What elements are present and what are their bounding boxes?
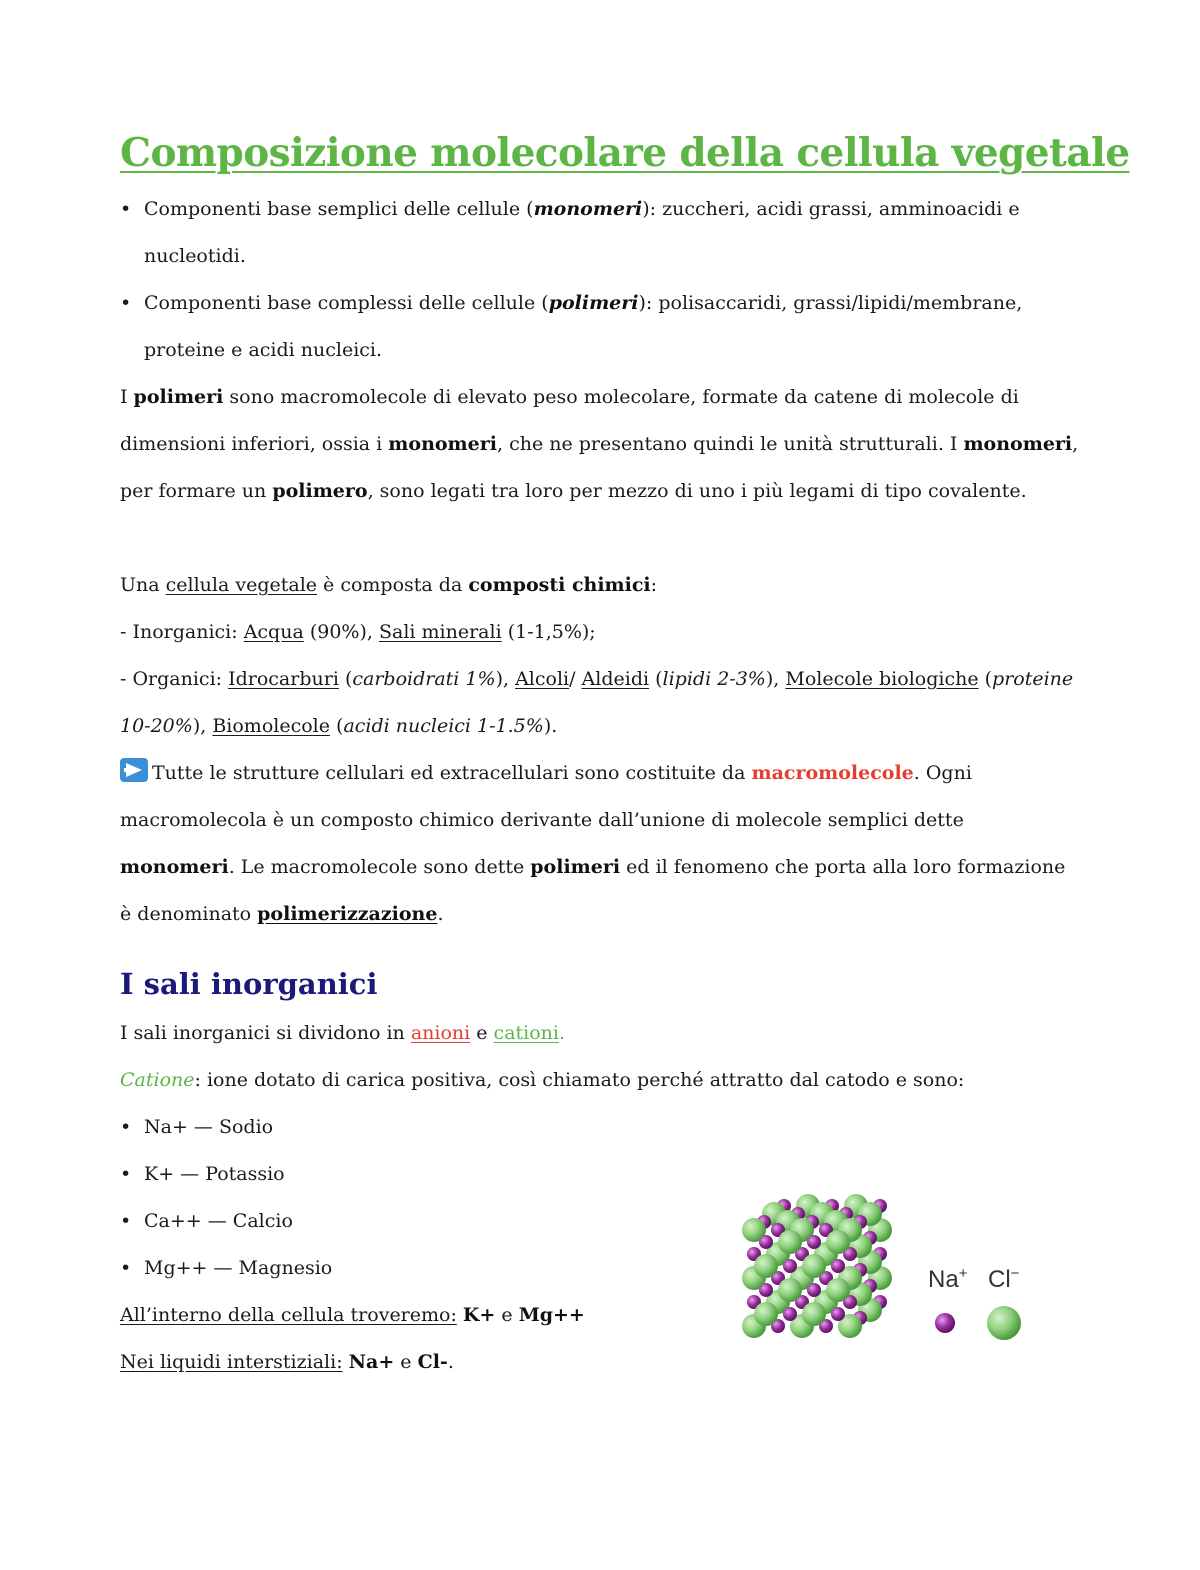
sodium-ion: [783, 1307, 797, 1321]
text: Una: [120, 574, 166, 596]
text: I: [120, 386, 134, 408]
list-item: • Ca++ — Calcio: [120, 1198, 1080, 1245]
sodium-ion: [807, 1235, 821, 1249]
text: Componenti base semplici delle cellule (: [144, 198, 534, 220]
bold-term: monomeri: [388, 433, 497, 455]
paragraph-line: [120, 421, 1080, 468]
text: e: [394, 1351, 418, 1373]
paragraph-line: [120, 891, 1080, 938]
sodium-label: Na+: [928, 1265, 968, 1293]
bold-term: monomeri: [120, 856, 229, 878]
list-item: • Na+ — Sodio: [120, 1104, 1080, 1151]
chloride-ion: [778, 1278, 802, 1302]
bold-term: polimero: [272, 480, 368, 502]
text: (: [329, 715, 344, 737]
text: . Ogni: [913, 762, 972, 784]
chloride-ion: [778, 1230, 802, 1254]
italic-text: lipidi 2-3%: [662, 668, 766, 690]
paragraph-line: [120, 703, 1080, 750]
term-cationi: cationi: [493, 1022, 559, 1044]
text: sono macromolecole di elevato peso molecolare, formate da catene di molecole di: [223, 386, 1019, 408]
text: è denominato: [120, 903, 258, 925]
bold-term: polimeri: [133, 386, 224, 408]
paragraph-line: [120, 1057, 1080, 1104]
text: ),: [765, 668, 786, 690]
paragraph-line: macromolecola è un composto chimico derivante dall’unione di molecole semplici dette: [120, 809, 964, 831]
text: .: [447, 1351, 454, 1373]
text: : ione dotato di carica positiva, così chiamato perché attratto dal catodo e sono:: [194, 1069, 965, 1091]
paragraph-line: [120, 609, 1080, 656]
chloride-ion: [826, 1278, 850, 1302]
list-item: [120, 186, 1080, 233]
chloride-label: Cl−: [988, 1265, 1020, 1293]
term-anioni: anioni: [410, 1022, 471, 1044]
nacl-crystal-figure: [742, 1182, 1038, 1362]
text: ,: [1072, 433, 1079, 455]
text: e: [495, 1304, 519, 1326]
term-polimeri: polimeri: [548, 292, 639, 314]
italic-text: acidi nucleici 1-1.5%: [343, 715, 544, 737]
highlight-term: macromolecole: [751, 762, 914, 784]
text: (90%),: [303, 621, 379, 643]
text: ): zuccheri, acidi grassi, amminoacidi e: [642, 198, 1020, 220]
paragraph-line: [120, 656, 1080, 703]
text: ed il fenomeno che porta alla loro formazione: [620, 856, 1066, 878]
list-item-continuation: proteine e acidi nucleici.: [144, 339, 383, 361]
bold-term: Cl-: [417, 1351, 448, 1373]
paragraph-line: [120, 1010, 1080, 1057]
underlined-term: Sali minerali: [378, 621, 502, 643]
bold-term: composti chimici: [468, 574, 651, 596]
text: I sali inorganici si dividono in: [120, 1022, 411, 1044]
chloride-ion: [802, 1302, 826, 1326]
bold-term: Mg++: [518, 1304, 585, 1326]
term-monomeri: monomeri: [533, 198, 643, 220]
text: ): polisaccaridi, grassi/lipidi/membrane,: [638, 292, 1023, 314]
list-item: [120, 280, 1080, 327]
text: :: [650, 574, 658, 596]
italic-text: carboidrati 1%: [352, 668, 496, 690]
underlined-term: Alcoli: [515, 668, 570, 690]
sodium-ion: [759, 1235, 773, 1249]
paragraph-line: [120, 750, 1080, 797]
text: ),: [192, 715, 213, 737]
text: e: [470, 1022, 494, 1044]
paragraph-line: [120, 374, 1080, 421]
chloride-ion: [754, 1254, 778, 1278]
sodium-ion: [783, 1259, 797, 1273]
list-item: • Mg++ — Magnesio: [120, 1245, 1080, 1292]
text: è composta da: [317, 574, 469, 596]
section-heading: I sali inorganici: [120, 967, 378, 1001]
text: Tutte le strutture cellulari ed extracellulari sono costituite da: [152, 762, 752, 784]
list-item: • K+ — Potassio: [120, 1151, 1080, 1198]
text: , sono legati tra loro per mezzo di uno i più legami di tipo covalente.: [367, 480, 1027, 502]
bold-term: monomeri: [963, 433, 1073, 455]
text: /: [569, 668, 582, 690]
underlined-term: Acqua: [243, 621, 304, 643]
page-title: Composizione molecolare della cellula vegetale: [120, 130, 1130, 176]
paragraph-line: [120, 562, 1080, 609]
term-catione: Catione: [120, 1069, 195, 1091]
text: dimensioni inferiori, ossia i: [120, 433, 389, 455]
sodium-ion: [831, 1259, 845, 1273]
list-item-continuation: nucleotidi.: [144, 245, 246, 267]
text: Componenti base complessi delle cellule (: [144, 292, 549, 314]
underlined-term: Molecole biologiche: [785, 668, 979, 690]
text: (: [649, 668, 663, 690]
text: , che ne presentano quindi le unità strutturali. I: [496, 433, 964, 455]
underlined-term: cellula vegetale: [165, 574, 318, 596]
bold-term: K+: [462, 1304, 496, 1326]
chloride-ion: [754, 1302, 778, 1326]
underlined-text: All’interno della cellula troveremo:: [120, 1304, 457, 1326]
text: (: [338, 668, 353, 690]
bold-underlined-term: polimerizzazione: [257, 903, 438, 925]
underlined-term: Idrocarburi: [228, 668, 339, 690]
text: ),: [495, 668, 516, 690]
chloride-ion: [826, 1230, 850, 1254]
right-arrow-icon: [120, 758, 148, 782]
chloride-ion-sample: [987, 1306, 1021, 1340]
paragraph-line: [120, 844, 1080, 891]
italic-text: proteine: [992, 668, 1074, 690]
underlined-text: Nei liquidi interstiziali:: [120, 1351, 343, 1373]
sodium-ion: [759, 1283, 773, 1297]
text: .: [437, 903, 444, 925]
bold-term: Na+: [348, 1351, 395, 1373]
text: (1-1,5%);: [501, 621, 596, 643]
sodium-ion: [807, 1283, 821, 1297]
text: - Inorganici:: [120, 621, 244, 643]
underlined-term: Aldeidi: [581, 668, 650, 690]
sodium-ion-sample: [935, 1313, 955, 1333]
paragraph-line: [120, 468, 1080, 515]
text: .: [558, 1022, 566, 1044]
text: per formare un: [120, 480, 273, 502]
bold-term: polimeri: [530, 856, 621, 878]
text: . Le macromolecole sono dette: [228, 856, 531, 878]
text: (: [978, 668, 993, 690]
crystal-lattice: [742, 1194, 892, 1338]
chloride-ion: [802, 1254, 826, 1278]
underlined-term: Biomolecole: [212, 715, 330, 737]
spacer: [120, 515, 1080, 562]
text: - Organici:: [120, 668, 229, 690]
text: ).: [543, 715, 558, 737]
italic-text: 10-20%: [120, 715, 193, 737]
sodium-ion: [831, 1307, 845, 1321]
